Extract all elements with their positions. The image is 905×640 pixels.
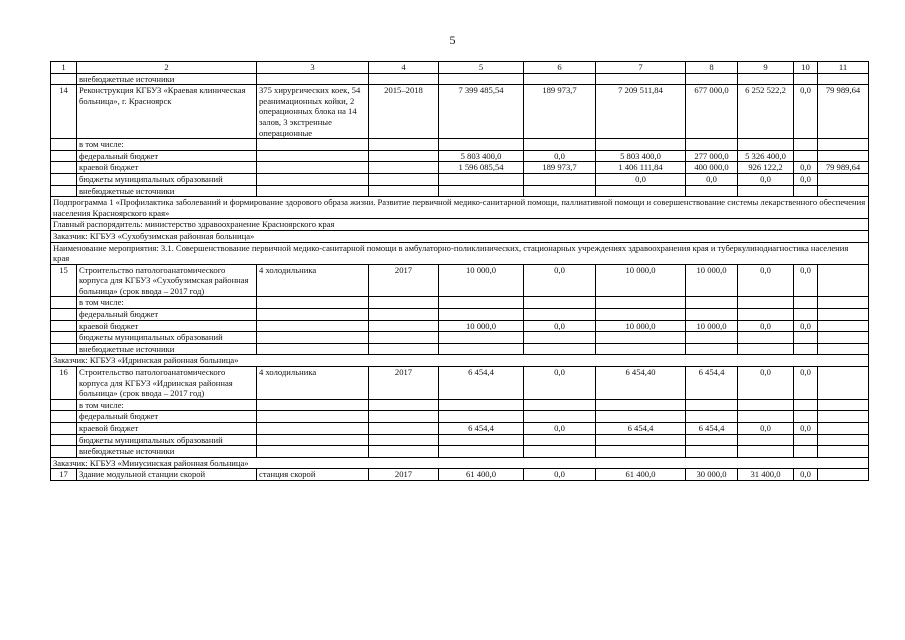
table-cell: [369, 173, 439, 185]
table-cell: федеральный бюджет: [77, 411, 257, 423]
table-cell: [524, 185, 596, 197]
table-cell: 2017: [369, 469, 439, 481]
table-cell: 0,0: [686, 173, 738, 185]
table-cell: [257, 446, 369, 458]
table-cell: [818, 469, 869, 481]
table-cell: [51, 139, 77, 151]
table-cell: [51, 162, 77, 174]
table-cell: [51, 423, 77, 435]
table-row: [51, 85, 869, 139]
table-row: [51, 185, 869, 197]
table-row: [51, 150, 869, 162]
header-cell: 5: [439, 62, 524, 74]
table-cell: в том числе:: [77, 297, 257, 309]
table-cell: [818, 309, 869, 321]
table-cell: [686, 139, 738, 151]
table-cell: [51, 150, 77, 162]
table-cell: Здание модульной станции скорой: [77, 469, 257, 481]
table-cell: [738, 73, 794, 85]
table-cell: [439, 309, 524, 321]
table-cell: [51, 399, 77, 411]
table-cell: [818, 446, 869, 458]
table-cell: [257, 343, 369, 355]
header-cell: 1: [51, 62, 77, 74]
header-cell: 2: [77, 62, 257, 74]
table-cell: [794, 411, 818, 423]
table-cell: 0,0: [524, 150, 596, 162]
table-cell: 400 000,0: [686, 162, 738, 174]
table-cell: [738, 446, 794, 458]
table-cell: [524, 434, 596, 446]
table-cell: [369, 162, 439, 174]
table-cell: [738, 434, 794, 446]
table-cell: 10 000,0: [686, 264, 738, 297]
table-cell: [818, 264, 869, 297]
table-cell: [257, 423, 369, 435]
table-cell: [524, 332, 596, 344]
table-cell: 0,0: [794, 423, 818, 435]
table-cell: [439, 399, 524, 411]
table-cell: [369, 73, 439, 85]
table-cell: внебюджетные источники: [77, 73, 257, 85]
table-cell: внебюджетные источники: [77, 185, 257, 197]
section-text: Заказчик: КГБУЗ «Идринская районная больница»: [51, 355, 869, 367]
table-cell: [257, 173, 369, 185]
table-cell: [686, 332, 738, 344]
table-cell: 79 989,64: [818, 162, 869, 174]
table-cell: 277 000,0: [686, 150, 738, 162]
table-cell: Строительство патологоанатомического корпуса для КГБУЗ «Идринская районная больница» (срок ввода – 2017 год): [77, 367, 257, 400]
table-cell: 15: [51, 264, 77, 297]
table-cell: [369, 411, 439, 423]
table-cell: [818, 399, 869, 411]
table-cell: 4 холодильника: [257, 264, 369, 297]
table-row: [51, 469, 869, 481]
table-row: [51, 320, 869, 332]
table-cell: в том числе:: [77, 399, 257, 411]
table-cell: [596, 343, 686, 355]
table-row: [51, 332, 869, 344]
table-cell: [51, 185, 77, 197]
table-cell: [257, 332, 369, 344]
table-cell: 17: [51, 469, 77, 481]
table-cell: Реконструкция КГБУЗ «Краевая клиническая больница», г. Красноярск: [77, 85, 257, 139]
table-cell: 189 973,7: [524, 85, 596, 139]
table-cell: 0,0: [738, 423, 794, 435]
table-cell: [818, 434, 869, 446]
table-row: [51, 367, 869, 400]
table-cell: [738, 309, 794, 321]
table-row: [51, 162, 869, 174]
table-cell: [686, 297, 738, 309]
table-cell: [794, 434, 818, 446]
table-row: [51, 423, 869, 435]
table-cell: 6 454,4: [439, 367, 524, 400]
table-cell: Строительство патологоанатомического корпуса для КГБУЗ «Сухобузимская районная больница» (срок ввода – 2017 год): [77, 264, 257, 297]
table-cell: [818, 173, 869, 185]
table-cell: 16: [51, 367, 77, 400]
table-cell: в том числе:: [77, 139, 257, 151]
table-cell: 0,0: [524, 367, 596, 400]
table-cell: [794, 332, 818, 344]
section-text: Заказчик: КГБУЗ «Минусинская районная больница»: [51, 457, 869, 469]
table-cell: [818, 367, 869, 400]
table-cell: [794, 309, 818, 321]
table-cell: внебюджетные источники: [77, 343, 257, 355]
table-cell: [51, 343, 77, 355]
section-row: [51, 355, 869, 367]
table-cell: 6 252 522,2: [738, 85, 794, 139]
table-cell: [51, 320, 77, 332]
table-cell: [257, 297, 369, 309]
table-cell: [794, 73, 818, 85]
table-cell: внебюджетные источники: [77, 446, 257, 458]
table-cell: 1 596 085,54: [439, 162, 524, 174]
section-row: [51, 230, 869, 242]
table-cell: [596, 185, 686, 197]
table-cell: [369, 446, 439, 458]
table-cell: [818, 343, 869, 355]
table-cell: федеральный бюджет: [77, 309, 257, 321]
table-cell: [686, 411, 738, 423]
table-cell: [257, 150, 369, 162]
table-cell: [818, 332, 869, 344]
table-cell: [51, 411, 77, 423]
budget-table: [50, 61, 869, 481]
table-cell: 0,0: [738, 367, 794, 400]
table-row: [51, 139, 869, 151]
table-cell: бюджеты муниципальных образований: [77, 434, 257, 446]
table-cell: 10 000,0: [596, 264, 686, 297]
table-cell: 7 399 485,54: [439, 85, 524, 139]
table-cell: [818, 150, 869, 162]
table-cell: 0,0: [794, 162, 818, 174]
table-cell: 0,0: [794, 320, 818, 332]
table-cell: [439, 434, 524, 446]
header-cell: 10: [794, 62, 818, 74]
table-cell: [596, 139, 686, 151]
table-cell: 2017: [369, 367, 439, 400]
table-cell: федеральный бюджет: [77, 150, 257, 162]
header-cell: 11: [818, 62, 869, 74]
table-cell: 5 326 400,0: [738, 150, 794, 162]
table-cell: [818, 185, 869, 197]
page-number: 5: [449, 33, 456, 47]
table-cell: [439, 73, 524, 85]
table-cell: [369, 150, 439, 162]
table-cell: [818, 297, 869, 309]
table-cell: 0,0: [738, 264, 794, 297]
table-cell: [439, 297, 524, 309]
table-cell: 2017: [369, 264, 439, 297]
table-cell: 6 454,4: [686, 367, 738, 400]
table-cell: 5 803 400,0: [596, 150, 686, 162]
table-cell: [51, 309, 77, 321]
table-cell: [257, 320, 369, 332]
table-cell: 0,0: [524, 264, 596, 297]
table-cell: [439, 185, 524, 197]
table-row: [51, 264, 869, 297]
table-cell: [257, 185, 369, 197]
table-cell: [257, 73, 369, 85]
table-cell: [257, 139, 369, 151]
table-cell: [686, 446, 738, 458]
table-cell: [794, 297, 818, 309]
table-cell: [257, 162, 369, 174]
table-cell: 0,0: [794, 367, 818, 400]
table-cell: 30 000,0: [686, 469, 738, 481]
table-cell: [369, 139, 439, 151]
table-cell: [818, 320, 869, 332]
table-cell: [369, 423, 439, 435]
table-cell: [51, 73, 77, 85]
header-cell: 3: [257, 62, 369, 74]
table-row: [51, 411, 869, 423]
table-row: [51, 399, 869, 411]
table-cell: 10 000,0: [686, 320, 738, 332]
table-cell: [257, 399, 369, 411]
table-cell: [51, 332, 77, 344]
table-cell: [794, 150, 818, 162]
table-cell: 677 000,0: [686, 85, 738, 139]
header-cell: 8: [686, 62, 738, 74]
table-cell: [51, 173, 77, 185]
table-cell: [524, 139, 596, 151]
table-cell: 7 209 511,84: [596, 85, 686, 139]
table-cell: [257, 434, 369, 446]
header-cell: 7: [596, 62, 686, 74]
table-cell: 0,0: [794, 85, 818, 139]
table-cell: [524, 297, 596, 309]
section-row: [51, 457, 869, 469]
table-cell: 79 989,64: [818, 85, 869, 139]
table-cell: [738, 332, 794, 344]
table-cell: [596, 399, 686, 411]
table-cell: 0,0: [794, 173, 818, 185]
table-cell: [369, 434, 439, 446]
table-cell: [794, 343, 818, 355]
table-cell: [794, 399, 818, 411]
table-cell: [369, 332, 439, 344]
table-cell: [818, 73, 869, 85]
table-cell: 61 400,0: [596, 469, 686, 481]
table-cell: краевой бюджет: [77, 320, 257, 332]
table-cell: 0,0: [794, 469, 818, 481]
table-cell: [686, 343, 738, 355]
section-row: [51, 197, 869, 219]
table-cell: 6 454,4: [439, 423, 524, 435]
table-cell: [524, 343, 596, 355]
table-cell: [524, 411, 596, 423]
table-cell: [596, 446, 686, 458]
table-cell: 31 400,0: [738, 469, 794, 481]
table-cell: [738, 185, 794, 197]
table-cell: 10 000,0: [596, 320, 686, 332]
table-row: [51, 297, 869, 309]
table-cell: 189 973,7: [524, 162, 596, 174]
table-cell: [524, 446, 596, 458]
table-cell: [738, 139, 794, 151]
table-cell: [51, 446, 77, 458]
table-cell: 375 хирургических коек, 54 реанимационных койки, 2 операционных блока на 14 залов, 3 экстренные операционные: [257, 85, 369, 139]
table-cell: [51, 434, 77, 446]
table-cell: 0,0: [524, 320, 596, 332]
table-cell: [524, 309, 596, 321]
table-cell: [257, 309, 369, 321]
table-cell: станция скорой: [257, 469, 369, 481]
header-cell: 9: [738, 62, 794, 74]
table-cell: 4 холодильника: [257, 367, 369, 400]
table-cell: 0,0: [794, 264, 818, 297]
table-cell: [439, 139, 524, 151]
table-cell: 6 454,40: [596, 367, 686, 400]
table-cell: бюджеты муниципальных образований: [77, 173, 257, 185]
table-cell: 10 000,0: [439, 264, 524, 297]
table-cell: [818, 411, 869, 423]
table-cell: [738, 411, 794, 423]
table-cell: [818, 139, 869, 151]
table-cell: [369, 399, 439, 411]
table-cell: [794, 185, 818, 197]
table-cell: [596, 332, 686, 344]
table-cell: [738, 343, 794, 355]
table-cell: [439, 446, 524, 458]
section-text: Главный распорядитель: министерство здравоохранение Красноярского края: [51, 219, 869, 231]
table-cell: [439, 343, 524, 355]
table-row: [51, 173, 869, 185]
table-cell: [738, 399, 794, 411]
table-cell: 6 454,4: [686, 423, 738, 435]
table-cell: 1 406 111,84: [596, 162, 686, 174]
table-cell: 0,0: [738, 173, 794, 185]
section-row: [51, 219, 869, 231]
table-cell: [794, 446, 818, 458]
table-cell: краевой бюджет: [77, 162, 257, 174]
table-cell: [257, 411, 369, 423]
table-cell: бюджеты муниципальных образований: [77, 332, 257, 344]
table-cell: 5 803 400,0: [439, 150, 524, 162]
table-cell: 14: [51, 85, 77, 139]
table-cell: 0,0: [524, 469, 596, 481]
table-cell: 0,0: [596, 173, 686, 185]
table-cell: [818, 423, 869, 435]
table-header-row: [51, 62, 869, 74]
table-row: [51, 343, 869, 355]
table-cell: [686, 434, 738, 446]
section-text: Наименование мероприятия: 3.1. Совершенствование первичной медико-санитарной помощи в амбулаторно-поликлинических, стационарных учреждениях здравоохранения края и туберкулинодиагностика населения края: [51, 242, 869, 264]
table-cell: 6 454,4: [596, 423, 686, 435]
table-cell: 2015–2018: [369, 85, 439, 139]
table-cell: [369, 309, 439, 321]
header-cell: 4: [369, 62, 439, 74]
header-cell: 6: [524, 62, 596, 74]
table-cell: [369, 320, 439, 332]
table-cell: [369, 343, 439, 355]
table-cell: [369, 297, 439, 309]
table-cell: [596, 73, 686, 85]
table-cell: [596, 309, 686, 321]
table-cell: 926 122,2: [738, 162, 794, 174]
table-cell: [439, 411, 524, 423]
table-cell: [686, 185, 738, 197]
table-cell: 10 000,0: [439, 320, 524, 332]
table-cell: краевой бюджет: [77, 423, 257, 435]
table-cell: [686, 399, 738, 411]
table-cell: [794, 139, 818, 151]
table-cell: [51, 297, 77, 309]
table-cell: [596, 434, 686, 446]
table-row: [51, 446, 869, 458]
table-cell: [524, 173, 596, 185]
table-cell: 0,0: [738, 320, 794, 332]
table-cell: [596, 297, 686, 309]
table-cell: 61 400,0: [439, 469, 524, 481]
table-cell: [686, 73, 738, 85]
table-cell: [439, 173, 524, 185]
table-cell: [596, 411, 686, 423]
section-text: Подпрограмма 1 «Профилактика заболеваний и формирование здорового образа жизни. Развитие первичной медико-санитарной помощи, паллиативной помощи и совершенствование системы лекарственного обеспечения населения Красноярского края»: [51, 197, 869, 219]
table-row: [51, 434, 869, 446]
table-cell: [369, 185, 439, 197]
table-cell: [524, 73, 596, 85]
table-cell: [686, 309, 738, 321]
table-row: [51, 309, 869, 321]
table-cell: [738, 297, 794, 309]
table-cell: [439, 332, 524, 344]
section-text: Заказчик: КГБУЗ «Сухобузимская районная больница»: [51, 230, 869, 242]
table-cell: [524, 399, 596, 411]
table-cell: 0,0: [524, 423, 596, 435]
table-row: [51, 73, 869, 85]
section-row: [51, 242, 869, 264]
